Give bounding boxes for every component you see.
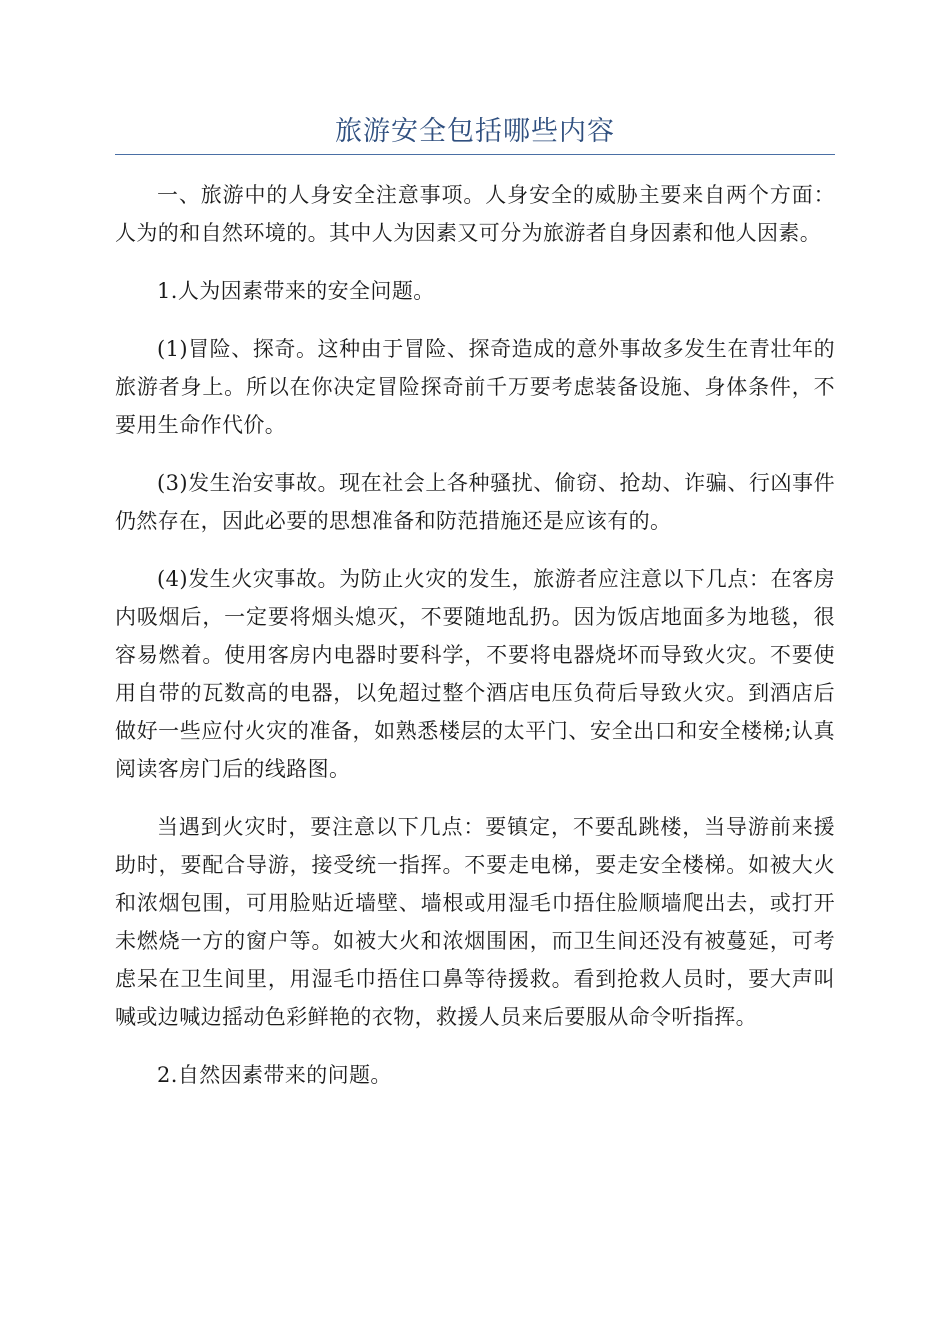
paragraph-fire-response: 当遇到火灾时，要注意以下几点：要镇定，不要乱跳楼，当导游前来援助时，要配合导游，接受统一指挥。不要走电梯，要走安全楼梯。如被大火和浓烟包围，可用脸贴近墙壁、墙根或用湿毛巾捂住脸顺墙爬出去，或打开未燃烧一方的窗户等。如被大火和浓烟围困，而卫生间还没有被蔓延，可考虑呆在卫生间里，用湿毛巾捂住口鼻等待援救。看到抢救人员时，要大声叫喊或边喊边摇动色彩鲜艳的衣物，救援人员来后要服从命令听指挥。 [115, 815, 835, 1029]
title-underline [115, 154, 835, 155]
paragraph-personal-safety-intro: 一、旅游中的人身安全注意事项。人身安全的威胁主要来自两个方面：人为的和自然环境的。其中人为因素又可分为旅游者自身因素和他人因素。 [115, 183, 835, 245]
paragraph-human-factors-heading: 1.人为因素带来的安全问题。 [157, 279, 435, 303]
paragraph-adventure: (1)冒险、探奇。这种由于冒险、探奇造成的意外事故多发生在青壮年的旅游者身上。所以在你决定冒险探奇前千万要考虑装备设施、身体条件，不要用生命作代价。 [115, 337, 835, 437]
paragraph-fire-prevention: (4)发生火灾事故。为防止火灾的发生，旅游者应注意以下几点：在客房内吸烟后，一定要将烟头熄灭，不要随地乱扔。因为饭店地面多为地毯，很容易燃着。使用客房内电器时要科学，不要将电器烧坏而导致火灾。不要使用自带的瓦数高的电器，以免超过整个酒店电压负荷后导致火灾。到酒店后做好一些应付火灾的准备，如熟悉楼层的太平门、安全出口和安全楼梯;认真阅读客房门后的线路图。 [115, 567, 835, 781]
document-body [115, 176, 835, 1114]
document-title: 旅游安全包括哪些内容 [335, 116, 615, 147]
paragraph-public-security: (3)发生治安事故。现在社会上各种骚扰、偷窃、抢劫、诈骗、行凶事件仍然存在，因此必要的思想准备和防范措施还是应该有的。 [115, 471, 835, 533]
paragraph-natural-factors-heading: 2.自然因素带来的问题。 [157, 1063, 392, 1087]
